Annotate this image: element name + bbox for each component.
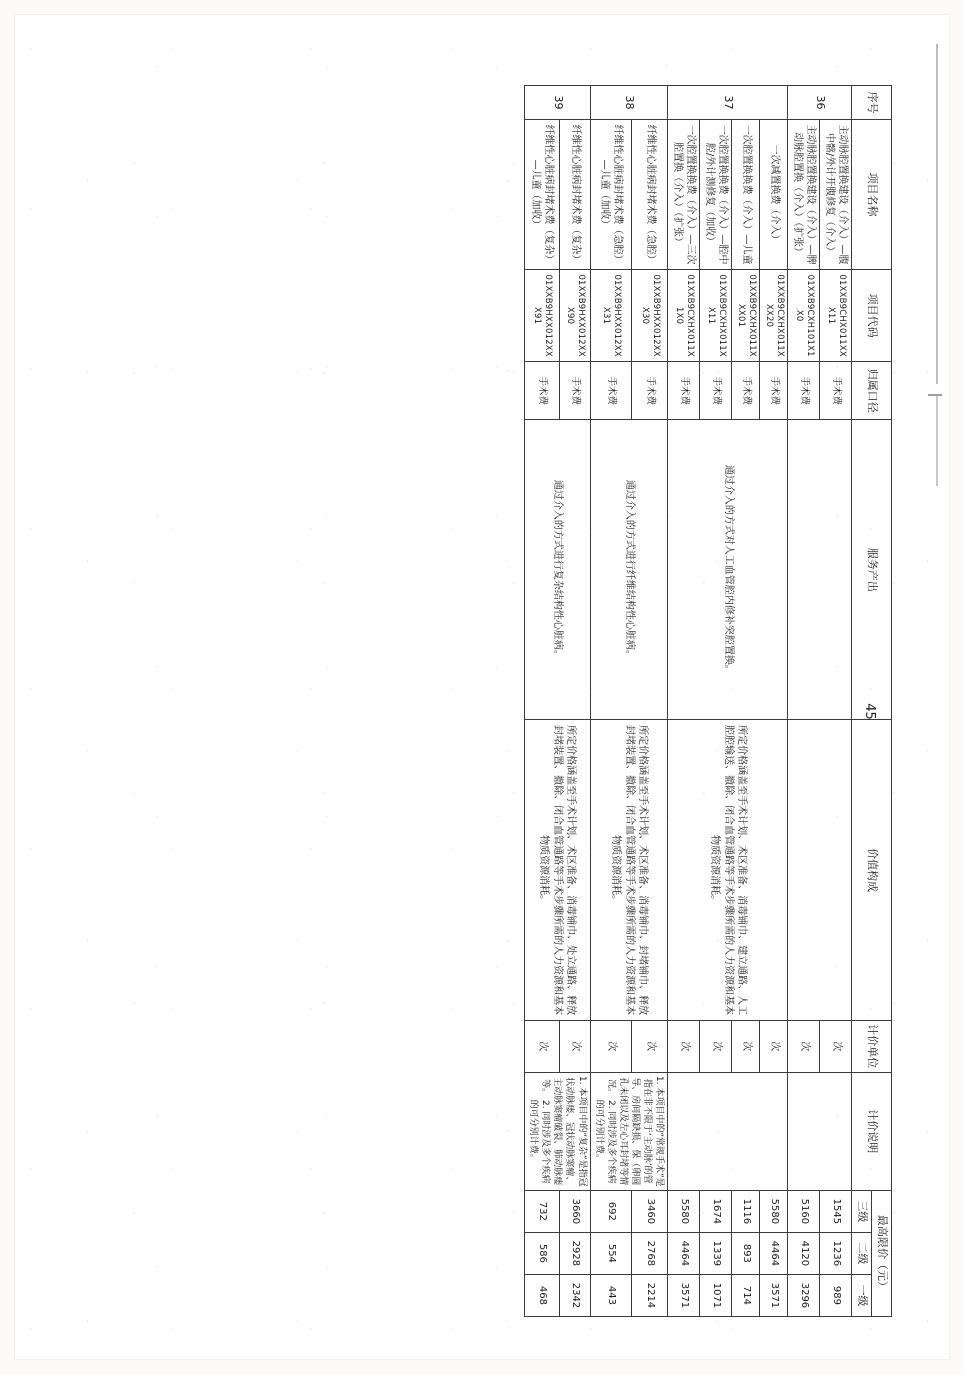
table-row (632, 86, 668, 1317)
cell-output: 通过介入的方式进行纤维结构性心脏病。 (590, 420, 668, 720)
cell-price-level1: 443 (590, 1274, 632, 1316)
header-price-group: 最高限价（元） (872, 1190, 892, 1316)
cell-price-level2: 4464 (760, 1232, 788, 1274)
cell-name: 一次腔置换换费（介入）—三次腔置换（介入）（扩张） (668, 120, 700, 270)
cell-name: 主动脉腔置换建设（介入）—脾动脉腔置换（介入）（扩张） (788, 120, 820, 270)
cell-price-level1: 989 (820, 1274, 852, 1316)
cell-price-level1: 1071 (700, 1274, 732, 1316)
header-price-level2: 二级 (852, 1232, 872, 1274)
cell-price-level3: 1116 (732, 1190, 760, 1232)
cell-note (788, 1072, 852, 1190)
cell-composition: 所定价格涵盖至手术计划、术区准备、消毒铺巾、封堵铺巾、释放封堵装置、撤除、闭合血管通路等手术步骤所需的人力资源和基本物质资源消耗。 (590, 720, 668, 1020)
cell-price-level3: 5160 (788, 1190, 820, 1232)
header-price-level1: 一级 (852, 1274, 872, 1316)
cell-output: 通过介入的方式进行复杂结构性心脏病。 (524, 420, 590, 720)
header-output: 服务产出 (852, 420, 892, 720)
header-seq: 序号 (852, 86, 892, 120)
cell-note: 1. 本项目中的“常规手术”是指在非不限于‘主动脉’的管导、房间隔缺损、保（卵圆孔未闭以及左心耳封堵等情况。 2. 同时涉及多个疾病的可分别计费。 (590, 1072, 668, 1190)
cell-price-level1: 3571 (760, 1274, 788, 1316)
cell-dept: 手术费 (590, 362, 632, 420)
cell-name: 一次腔置换换费（介入）—腔中腔/外计测修复（加收） (700, 120, 732, 270)
table-row (760, 86, 788, 1317)
cell-code: 01XXB9HXX012XXX31 (590, 270, 632, 362)
cell-unit: 次 (632, 1020, 668, 1072)
table-row (559, 86, 590, 1317)
cell-price-level3: 1545 (820, 1190, 852, 1232)
cell-price-level3: 3460 (632, 1190, 668, 1232)
cell-dept: 手术费 (524, 362, 559, 420)
cell-price-level2: 2768 (632, 1232, 668, 1274)
cell-price-level2: 1236 (820, 1232, 852, 1274)
cell-name: 纤维性心脏病封堵术费（复杂）—儿童（加收） (524, 120, 559, 270)
cell-seq: 39 (524, 86, 590, 120)
cell-code: 01XXB9HXX012XXX30 (632, 270, 668, 362)
cell-name: 纤维性心脏病封堵术费（复杂） (559, 120, 590, 270)
header-code: 项目代码 (852, 270, 892, 362)
cell-composition: 所定价格涵盖至手术计划、术区准备、消毒铺巾、建立通路、人工腔腔输送、撤除、闭合血管通路等手术步骤所需的人力资源和基本物质资源消耗。 (668, 720, 788, 1020)
cell-code: 01XXB9CXHX011XX11 (700, 270, 732, 362)
cell-price-level1: 3296 (788, 1274, 820, 1316)
cell-code: 01XXB9HXX012XXX90 (559, 270, 590, 362)
cell-dept: 手术费 (632, 362, 668, 420)
cell-dept: 手术费 (760, 362, 788, 420)
cell-price-level3: 5580 (668, 1190, 700, 1232)
cell-price-level1: 2342 (559, 1274, 590, 1316)
cell-seq: 37 (668, 86, 788, 120)
cell-output: 通过介入的方式对人工血管腔内修补突腔置换。 (668, 420, 788, 720)
rotated-content-wrapper (14, 14, 964, 1388)
cell-composition: 所定价格涵盖至手术计划、术区准备、消毒铺巾、处立通路、释放封堵装置、撤除、闭合血管通路等手术步骤所需的人力资源和基本物质资源消耗。 (524, 720, 590, 1020)
cell-price-level3: 5580 (760, 1190, 788, 1232)
header-unit: 计价单位 (852, 1020, 892, 1072)
header-dept: 归属口径 (852, 362, 892, 420)
cell-unit: 次 (788, 1020, 820, 1072)
cell-dept: 手术费 (732, 362, 760, 420)
table-header (852, 86, 892, 1317)
cell-price-level1: 2214 (632, 1274, 668, 1316)
header-note: 计价说明 (852, 1072, 892, 1190)
header-name: 项目名称 (852, 120, 892, 270)
cell-unit: 次 (668, 1020, 700, 1072)
cell-price-level3: 1674 (700, 1190, 732, 1232)
cell-dept: 手术费 (820, 362, 852, 420)
cell-price-level2: 554 (590, 1232, 632, 1274)
table-body (524, 86, 851, 1317)
header-price-level3: 三级 (852, 1190, 872, 1232)
cell-price-level1: 714 (732, 1274, 760, 1316)
cell-price-level3: 3660 (559, 1190, 590, 1232)
cell-dept: 手术费 (559, 362, 590, 420)
header-composition: 价值构成 (852, 720, 892, 1020)
cell-name: 一次减置换费（介入） (760, 120, 788, 270)
cell-dept: 手术费 (788, 362, 820, 420)
cell-price-level2: 1339 (700, 1232, 732, 1274)
cell-code: 01XXB9CHX011XXX11 (820, 270, 852, 362)
cell-unit: 次 (700, 1020, 732, 1072)
cell-name: 纤维性心脏病封堵术费（急腔）—儿童（加收） (590, 120, 632, 270)
cell-price-level3: 732 (524, 1190, 559, 1232)
cell-unit: 次 (732, 1020, 760, 1072)
cell-code: 01XXB9CXHX011X1X0 (668, 270, 700, 362)
cell-dept: 手术费 (700, 362, 732, 420)
cell-price-level2: 4464 (668, 1232, 700, 1274)
cell-price-level2: 4120 (788, 1232, 820, 1274)
price-schedule-table (524, 85, 892, 1317)
cell-unit: 次 (820, 1020, 852, 1072)
rotated-table-block (100, 85, 892, 1317)
cell-seq: 36 (788, 86, 852, 120)
cell-unit: 次 (559, 1020, 590, 1072)
cell-unit: 次 (590, 1020, 632, 1072)
page-number: 45 (862, 703, 878, 720)
cell-unit: 次 (760, 1020, 788, 1072)
cell-price-level1: 3571 (668, 1274, 700, 1316)
table-header-row-1 (872, 86, 892, 1317)
table-row (820, 86, 852, 1317)
cell-note (668, 1072, 788, 1190)
cell-output (788, 420, 852, 720)
cell-dept: 手术费 (668, 362, 700, 420)
cell-price-level2: 2928 (559, 1232, 590, 1274)
cell-composition (788, 720, 852, 1020)
cell-price-level3: 692 (590, 1190, 632, 1232)
cell-name: 一次腔置换换费（介入）—儿童 (732, 120, 760, 270)
cell-price-level1: 468 (524, 1274, 559, 1316)
cell-code: 01XXB9CXHX011XXX20 (760, 270, 788, 362)
cell-name: 主动脉腔置换建设（介入）—腹中髂/外计开腹修复（介入） (820, 120, 852, 270)
cell-unit: 次 (524, 1020, 559, 1072)
cell-code: 01XXB9CXH101X1X0 (788, 270, 820, 362)
cell-price-level2: 586 (524, 1232, 559, 1274)
cell-code: 01XXB9CXHX011XXX01 (732, 270, 760, 362)
cell-name: 纤维性心脏病封堵术费（急腔） (632, 120, 668, 270)
page-sheet (14, 14, 950, 1360)
cell-price-level2: 893 (732, 1232, 760, 1274)
cell-seq: 38 (590, 86, 668, 120)
cell-note: 1. 本项目中的“复杂”是指冠状动脉瘘、冠状动脉窦瘤、主动脉窦瘤破裂、肺动脉瘘等。 2. 同时涉及多个疾病的可分别计费。 (524, 1072, 590, 1190)
cell-code: 01XXB9HXX012XXX91 (524, 270, 559, 362)
